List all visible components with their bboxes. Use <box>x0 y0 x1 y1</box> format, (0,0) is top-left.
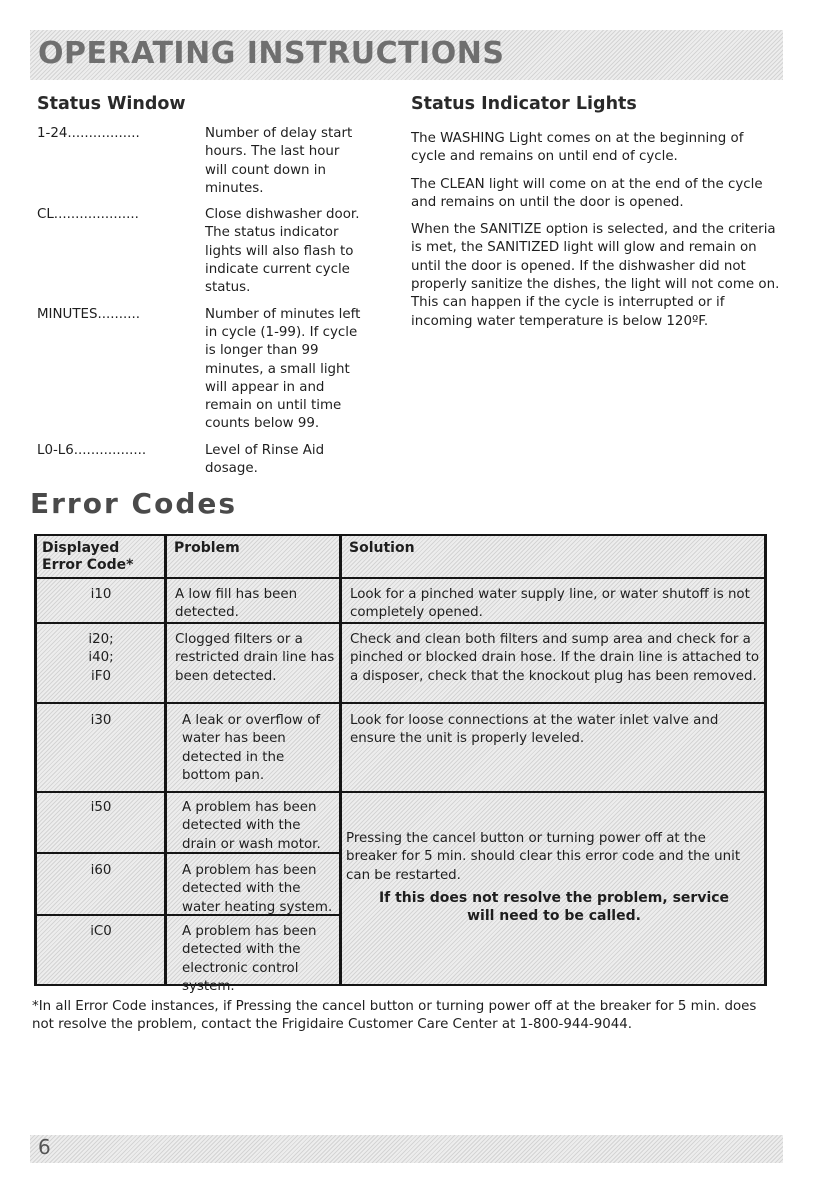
status-window-desc: Number of delay start hours. The last hour will count down in minutes. <box>205 126 353 196</box>
status-window-item <box>37 306 377 434</box>
status-indicator-text <box>411 130 781 340</box>
error-code: i30 <box>90 713 112 728</box>
indicator-paragraph: When the SANITIZE option is selected, and the criteria is met, the SANITIZED light will glow and remain on until the door is opened. If the dishwasher did not properly sanitize the dishes, the light will not come on. This can happen if the cycle is interrupted or if incoming water temperature is below 120ºF. <box>411 222 780 329</box>
shared-solution: Pressing the cancel button or turning power off at the breaker for 5 min. should clear this error code and the unit can be restarted. <box>346 831 741 883</box>
error-problem: Clogged filters or a restricted drain line has been detected. <box>175 632 335 684</box>
indicator-paragraph: The WASHING Light comes on at the beginning of cycle and remains on until end of cycle. <box>411 131 744 165</box>
status-window-key: L0-L6................. <box>37 442 147 458</box>
page-header-title: OPERATING INSTRUCTIONS <box>38 36 505 71</box>
shared-solution-warning: If this does not resolve the problem, service will need to be called. <box>378 890 730 925</box>
status-window-desc: Number of minutes left in cycle (1-99). If cycle is longer than 99 minutes, a small light will appear in and remain on until time counts below 99. <box>205 306 361 432</box>
error-code: i60 <box>90 863 112 878</box>
status-window-item <box>37 206 377 297</box>
status-window-desc: Level of Rinse Aid dosage. <box>205 442 325 477</box>
column-divider <box>164 534 167 986</box>
error-solution: Look for loose connections at the water inlet valve and ensure the unit is properly leveled. <box>350 713 719 747</box>
error-code: i20; i40; iF0 <box>88 632 114 684</box>
status-window-heading: Status Window <box>37 94 186 114</box>
error-codes-heading: Error Codes <box>30 487 238 520</box>
table-border <box>764 534 767 986</box>
error-problem: A problem has been detected with the drain or wash motor. <box>182 800 321 852</box>
column-header-solution: Solution <box>349 540 415 556</box>
error-problem: A low fill has been detected. <box>175 587 298 621</box>
column-divider <box>339 534 342 986</box>
column-header-code: Displayed Error Code* <box>42 540 134 573</box>
table-border <box>34 534 37 986</box>
status-window-item <box>37 442 377 479</box>
status-window-list <box>37 125 377 486</box>
footer-band <box>30 1135 783 1163</box>
error-solution: Look for a pinched water supply line, or water shutoff is not completely opened. <box>350 587 750 621</box>
error-problem: A leak or overflow of water has been detected in the bottom pan. <box>182 713 321 783</box>
row-divider <box>34 534 767 536</box>
column-header-problem: Problem <box>174 540 240 556</box>
indicator-paragraph: The CLEAN light will come on at the end of the cycle and remains on until the door is opened. <box>411 176 763 210</box>
row-divider <box>34 577 767 579</box>
error-code: i50 <box>90 800 112 815</box>
error-code: iC0 <box>90 924 112 939</box>
row-divider <box>34 791 767 793</box>
status-window-desc: Close dishwasher door. The status indicator lights will also flash to indicate current cycle status. <box>205 207 360 296</box>
status-window-key: 1-24................. <box>37 126 140 141</box>
status-window-key: MINUTES.......... <box>37 306 141 322</box>
page-number: 6 <box>38 1135 51 1159</box>
footnote: *In all Error Code instances, if Pressing the cancel button or turning power off at the breaker for 5 min. does not resolve the problem, contact the Frigidaire Customer Care Center at 1-800-944-9044. <box>32 999 757 1033</box>
status-window-key: CL.................... <box>37 207 139 223</box>
error-problem: A problem has been detected with the electronic control system. <box>182 924 317 994</box>
error-problem: A problem has been detected with the water heating system. <box>182 863 333 915</box>
header-banner <box>30 30 783 80</box>
row-divider <box>34 702 767 704</box>
error-codes-table <box>34 534 767 994</box>
error-solution: Check and clean both filters and sump area and check for a pinched or blocked drain hose. If the drain line is attached to a disposer, check that the knockout plug has been removed. <box>350 632 760 684</box>
status-indicator-heading: Status Indicator Lights <box>411 94 637 114</box>
status-window-item <box>37 125 377 198</box>
error-code: i10 <box>90 587 112 602</box>
table-border <box>34 984 767 986</box>
